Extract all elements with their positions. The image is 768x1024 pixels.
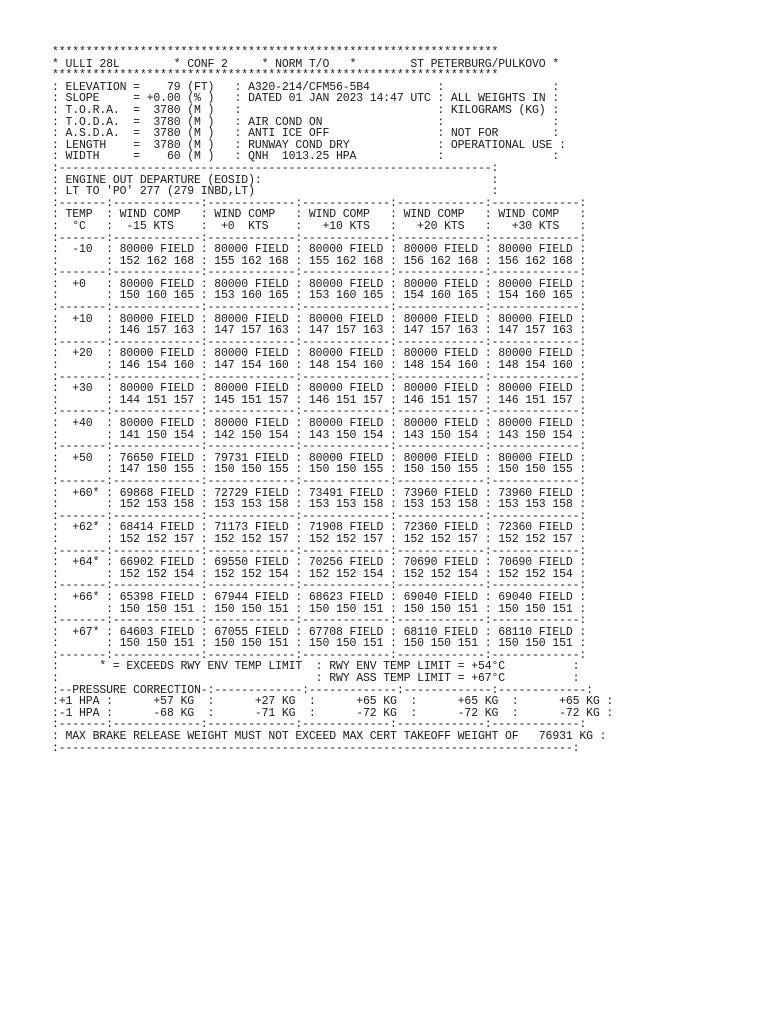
sheet-line: : : 146 154 160 : 147 154 160 : 148 154 160 : 148 154 160 : 148 154 160 :: [52, 359, 587, 373]
takeoff-performance-sheet: [52, 47, 613, 754]
sheet-line: : +30 : 80000 FIELD : 80000 FIELD : 80000 FIELD : 80000 FIELD : 80000 FIELD :: [52, 382, 587, 396]
sheet-line: : ELEVATION = 79 (FT) : A320-214/CFM56-5B4 : :: [52, 80, 560, 94]
sheet-line: : : 150 150 151 : 150 150 151 : 150 150 151 : 150 150 151 : 150 150 151 :: [52, 637, 587, 651]
sheet-line: : : 150 150 151 : 150 150 151 : 150 150 151 : 150 150 151 : 150 150 151 :: [52, 602, 587, 616]
sheet-line: : : 150 160 165 : 153 160 165 : 153 160 165 : 154 160 165 : 154 160 165 :: [52, 289, 587, 303]
sheet-line: :--PRESSURE CORRECTION-:-------------:-------------:-------------:-------------:: [52, 683, 593, 697]
sheet-line: :-------:-------------:-------------:-------------:-------------:-------------:: [52, 614, 587, 628]
sheet-line: :-------:-------------:-------------:-------------:-------------:-------------:: [52, 579, 587, 593]
sheet-line: : +40 : 80000 FIELD : 80000 FIELD : 80000 FIELD : 80000 FIELD : 80000 FIELD :: [52, 417, 587, 430]
sheet-line: : : 141 150 154 : 142 150 154 : 143 150 154 : 143 150 154 : 143 150 154 :: [52, 428, 587, 442]
sheet-line: :-------:-------------:-------------:-------------:-------------:-------------:: [52, 440, 587, 454]
sheet-line: : WIDTH = 60 (M ) : QNH 1013.25 HPA : :: [52, 150, 560, 164]
sheet-line: :-1 HPA : -68 KG : -71 KG : -72 KG : -72 KG : -72 KG :: [52, 706, 614, 720]
sheet-line: : -10 : 80000 FIELD : 80000 FIELD : 80000 FIELD : 80000 FIELD : 80000 FIELD :: [52, 243, 587, 257]
sheet-line: : +62* : 68414 FIELD : 71173 FIELD : 71908 FIELD : 72360 FIELD : 72360 FIELD :: [52, 521, 587, 535]
sheet-line: :----------------------------------------------------------------:: [52, 161, 499, 175]
sheet-line: : LT TO 'PO' 277 (279 INBD,LT) :: [52, 185, 499, 199]
sheet-line: ******************************************************************: [52, 69, 499, 83]
sheet-line: * ULLI 28L * CONF 2 * NORM T/O * ST PETERBURG/PULKOVO *: [52, 57, 560, 71]
sheet-line: : SLOPE = +0.00 (% ) : DATED 01 JAN 2023 14:47 UTC : ALL WEIGHTS IN :: [52, 92, 560, 106]
sheet-line: : : 146 157 163 : 147 157 163 : 147 157 163 : 147 157 163 : 147 157 163 :: [52, 324, 587, 338]
sheet-line: : +0 : 80000 FIELD : 80000 FIELD : 80000 FIELD : 80000 FIELD : 80000 FIELD :: [52, 277, 587, 291]
sheet-line: : : 147 150 155 : 150 150 155 : 150 150 155 : 150 150 155 : 150 150 155 :: [52, 463, 587, 477]
sheet-line: :-------:-------------:-------------:-------------:-------------:-------------:: [52, 718, 587, 732]
sheet-line: :-------:-------------:-------------:-------------:-------------:-------------:: [52, 509, 587, 523]
sheet-line: : * = EXCEEDS RWY ENV TEMP LIMIT : RWY ENV TEMP LIMIT = +54°C :: [52, 660, 580, 674]
sheet-line: : : 152 162 168 : 155 162 168 : 155 162 168 : 156 162 168 : 156 162 168 :: [52, 254, 587, 268]
sheet-line: : +10 : 80000 FIELD : 80000 FIELD : 80000 FIELD : 80000 FIELD : 80000 FIELD :: [52, 312, 587, 326]
sheet-line: :-------:-------------:-------------:-------------:-------------:-------------:: [52, 231, 587, 245]
sheet-line: : : RWY ASS TEMP LIMIT = +67°C :: [52, 672, 580, 686]
sheet-line: :-------:-------------:-------------:-------------:-------------:-------------:: [52, 301, 587, 315]
sheet-line: : +60* : 69868 FIELD : 72729 FIELD : 73491 FIELD : 73960 FIELD : 73960 FIELD :: [52, 486, 587, 500]
sheet-line: : : 152 153 158 : 153 153 158 : 153 153 158 : 153 153 158 : 153 153 158 :: [52, 498, 587, 512]
sheet-line: : : 144 151 157 : 145 151 157 : 146 151 157 : 146 151 157 : 146 151 157 :: [52, 393, 587, 407]
sheet-line: : TEMP : WIND COMP : WIND COMP : WIND COMP : WIND COMP : WIND COMP :: [52, 208, 587, 222]
sheet-line: :-------:-------------:-------------:-------------:-------------:-------------:: [52, 196, 587, 210]
sheet-line: : : 152 152 157 : 152 152 157 : 152 152 157 : 152 152 157 : 152 152 157 :: [52, 532, 587, 546]
sheet-line: :----------------------------------------------------------------------------:: [52, 741, 580, 755]
sheet-line: : °C : -15 KTS : +0 KTS : +10 KTS : +20 KTS : +30 KTS :: [52, 219, 587, 233]
sheet-line: :-------:-------------:-------------:-------------:-------------:-------------:: [52, 405, 587, 419]
sheet-line: : : 152 152 154 : 152 152 154 : 152 152 154 : 152 152 154 : 152 152 154 :: [52, 567, 587, 581]
sheet-line: : T.O.D.A. = 3780 (M ) : AIR COND ON : :: [52, 115, 560, 129]
sheet-line: : ENGINE OUT DEPARTURE (EOSID): :: [52, 173, 499, 187]
sheet-line: : +64* : 66902 FIELD : 69550 FIELD : 70256 FIELD : 70690 FIELD : 70690 FIELD :: [52, 556, 587, 570]
sheet-line: :-------:-------------:-------------:-------------:-------------:-------------:: [52, 648, 587, 662]
sheet-line: : T.O.R.A. = 3780 (M ) : : KILOGRAMS (KG) :: [52, 103, 560, 117]
sheet-line: : +67* : 64603 FIELD : 67055 FIELD : 67708 FIELD : 68110 FIELD : 68110 FIELD :: [52, 625, 587, 639]
sheet-line: : +66* : 65398 FIELD : 67944 FIELD : 68623 FIELD : 69040 FIELD : 69040 FIELD :: [52, 590, 587, 604]
sheet-line: :-------:-------------:-------------:-------------:-------------:-------------:: [52, 335, 587, 349]
sheet-line: :+1 HPA : +57 KG : +27 KG : +65 KG : +65 KG : +65 KG :: [52, 695, 614, 709]
sheet-line: :-------:-------------:-------------:-------------:-------------:-------------:: [52, 474, 587, 488]
sheet-line: :-------:-------------:-------------:-------------:-------------:-------------:: [52, 266, 587, 280]
sheet-line: :-------:-------------:-------------:-------------:-------------:-------------:: [52, 370, 587, 384]
sheet-line: : +20 : 80000 FIELD : 80000 FIELD : 80000 FIELD : 80000 FIELD : 80000 FIELD :: [52, 347, 587, 361]
sheet-line: :-------:-------------:-------------:-------------:-------------:-------------:: [52, 544, 587, 558]
sheet-line: : LENGTH = 3780 (M ) : RUNWAY COND DRY : OPERATIONAL USE :: [52, 138, 566, 152]
sheet-line: : A.S.D.A. = 3780 (M ) : ANTI ICE OFF : NOT FOR :: [52, 127, 560, 141]
sheet-line: : +50 : 76650 FIELD : 79731 FIELD : 80000 FIELD : 80000 FIELD : 80000 FIELD :: [52, 451, 587, 465]
sheet-line: : MAX BRAKE RELEASE WEIGHT MUST NOT EXCEED MAX CERT TAKEOFF WEIGHT OF 76931 KG :: [52, 730, 607, 744]
sheet-line: ******************************************************************: [52, 46, 499, 59]
